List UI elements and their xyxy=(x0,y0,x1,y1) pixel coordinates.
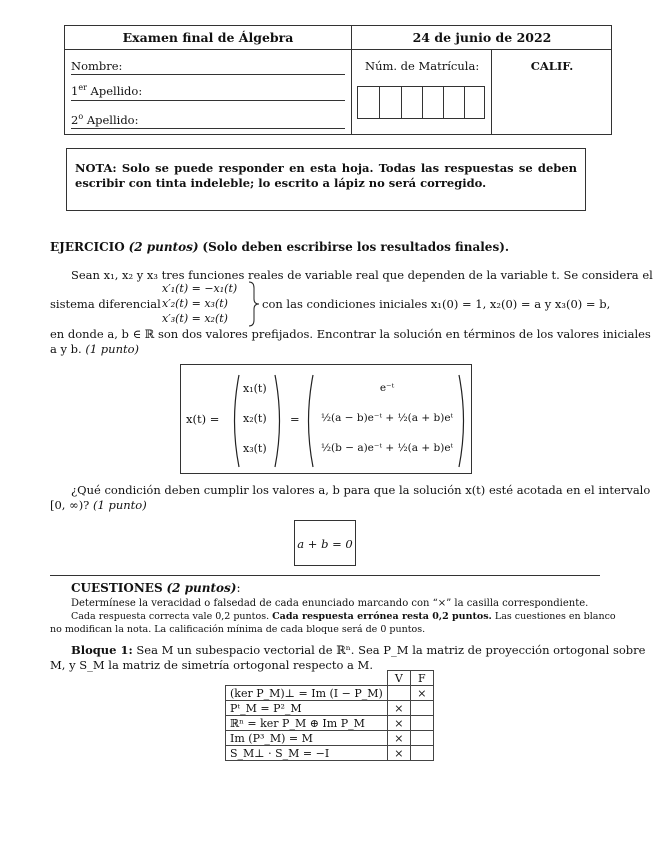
checkbox-v[interactable]: × xyxy=(387,731,410,746)
solution-lhs: x(t) = xyxy=(186,412,220,426)
cuestiones-heading: CUESTIONES (2 puntos): xyxy=(71,581,241,595)
table-row xyxy=(226,716,434,731)
name-label: Nombre: xyxy=(71,59,123,73)
question2-line2: [0, ∞)? (1 punto) xyxy=(50,498,147,512)
cuestiones-instr1: Determínese la veracidad o falsedad de cada enunciado marcando con “×” la casilla correspondiente. xyxy=(71,598,589,609)
checkbox-f[interactable] xyxy=(410,731,433,746)
surname1-label: 1er Apellido: xyxy=(71,83,143,98)
sol-r3: ½(b − a)e⁻ᵗ + ½(a + b)eᵗ xyxy=(320,442,454,454)
col-f-header: F xyxy=(410,671,433,686)
exam-date: 24 de junio de 2022 xyxy=(412,30,552,45)
note-box xyxy=(66,148,586,211)
solution-box: x(t) = x₁(t) x₂(t) x₃(t) = e⁻ᵗ ½(a − b)e⁻ᵗ + ½(a + b)eᵗ ½(b − a)e⁻ᵗ + ½(a + b)eᵗ xyxy=(180,364,472,474)
grade-label: CALIF. xyxy=(530,59,574,73)
block1-line1: Bloque 1: Sea M un subespacio vectorial de ℝⁿ. Sea P_M la matriz de proyección ortogonal sobre xyxy=(71,643,646,657)
exercise-heading: EJERCICIO (2 puntos) (Solo deben escribirse los resultados finales). xyxy=(50,240,510,254)
name-field[interactable] xyxy=(71,74,345,75)
system-label: sistema diferencial xyxy=(50,297,161,311)
table-row xyxy=(226,746,434,761)
block1-line2: M, y S_M la matriz de simetría ortogonal respecto a M. xyxy=(50,658,373,672)
cuestiones-instr3: no modifican la nota. La calificación mínima de cada bloque será de 0 puntos. xyxy=(50,624,426,635)
surname1-field[interactable] xyxy=(71,100,345,101)
sol-r2: ½(a − b)e⁻ᵗ + ½(a + b)eᵗ xyxy=(320,412,454,424)
checkbox-f[interactable] xyxy=(410,701,433,716)
sol-x3: x₃(t) xyxy=(243,442,267,455)
question2-line1: ¿Qué condición deben cumplir los valores a, b para que la solución x(t) esté acotada en el intervalo xyxy=(71,483,651,497)
checkbox-v[interactable]: × xyxy=(387,716,410,731)
answer2-box xyxy=(294,520,356,566)
sol-r1: e⁻ᵗ xyxy=(379,382,395,394)
statement: Pᵗ_M = P²_M xyxy=(226,701,388,716)
sol-x1: x₁(t) xyxy=(243,382,267,395)
surname2-label: 2$^o$ Apellido: xyxy=(71,112,139,127)
exam-header-table xyxy=(64,25,612,135)
sol-x2: x₂(t) xyxy=(243,412,267,425)
surname2-field[interactable] xyxy=(71,128,345,129)
matricula-boxes[interactable] xyxy=(357,86,485,119)
cuestiones-instr2: Cada respuesta correcta vale 0,2 puntos. Cada respuesta errónea resta 0,2 puntos. Las cuestiones en blanco xyxy=(71,611,616,622)
statement: Im (P³_M) = M xyxy=(226,731,388,746)
exercise-line4: a y b. (1 punto) xyxy=(50,342,140,356)
differential-system: x′₁(t) = −x₁(t) x′₂(t) = x₃(t) x′₃(t) = x₂(t) xyxy=(162,282,238,325)
checkbox-f[interactable] xyxy=(410,746,433,761)
checkbox-v[interactable]: × xyxy=(387,746,410,761)
statement: S_M⊥ · S_M = −I xyxy=(226,746,388,761)
true-false-table xyxy=(225,670,434,761)
checkbox-v[interactable] xyxy=(387,686,410,701)
checkbox-f[interactable] xyxy=(410,716,433,731)
section-divider xyxy=(50,575,600,576)
system-brace xyxy=(247,280,261,328)
table-row xyxy=(226,731,434,746)
col-v-header: V xyxy=(387,671,410,686)
exam-title: Examen final de Álgebra xyxy=(122,30,294,45)
table-row xyxy=(226,686,434,701)
checkbox-f[interactable]: × xyxy=(410,686,433,701)
answer2: a + b = 0 xyxy=(297,537,353,551)
initial-conditions: con las condiciones iniciales x₁(0) = 1, x₂(0) = a y x₃(0) = b, xyxy=(262,297,611,311)
exercise-intro: Sean x₁, x₂ y x₃ tres funciones reales de variable real que dependen de la variable t. Se considera el xyxy=(71,268,653,282)
table-row xyxy=(226,701,434,716)
note-text: NOTA: Solo se puede responder en esta hoja. Todas las respuestas se deben escribir con tinta indeleble; lo escrito a lápiz no será corregido. xyxy=(75,161,577,190)
matricula-label: Núm. de Matrícula: xyxy=(365,59,480,73)
exercise-line3: en donde a, b ∈ ℝ son dos valores prefijados. Encontrar la solución en términos de los valores iniciales xyxy=(50,327,651,341)
statement: ℝⁿ = ker P_M ⊕ Im P_M xyxy=(226,716,388,731)
checkbox-v[interactable]: × xyxy=(387,701,410,716)
statement: (ker P_M)⊥ = Im (I − P_M) xyxy=(226,686,388,701)
